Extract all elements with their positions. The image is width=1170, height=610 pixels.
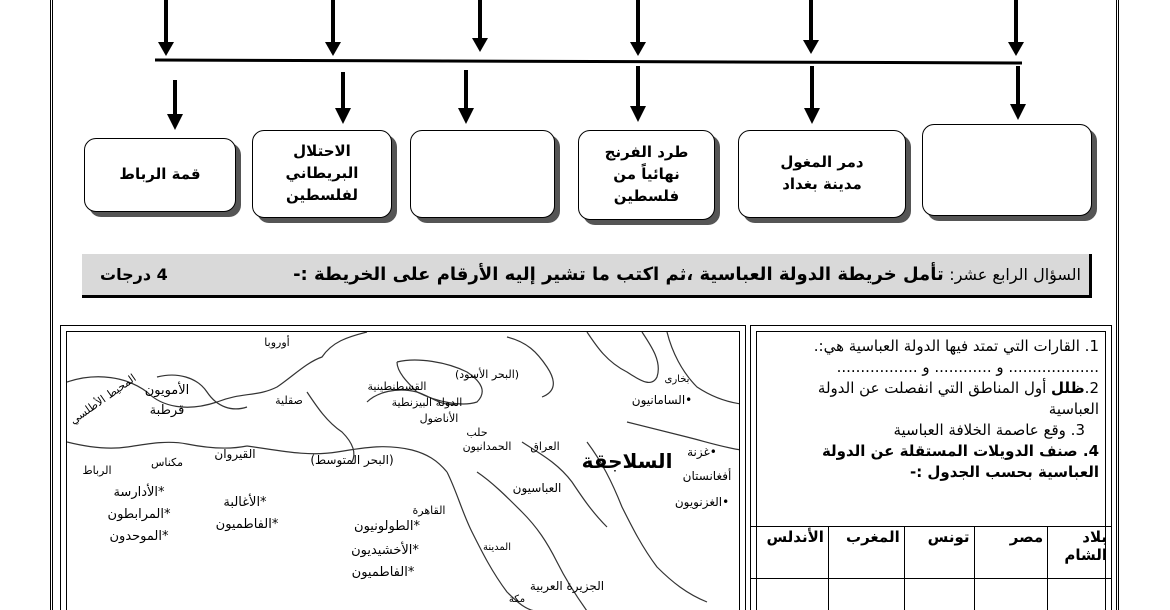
states-table-header <box>751 527 1112 579</box>
question-3: 3. وقع عاصمة الخلافة العباسية <box>893 421 1085 439</box>
timeline-box-5-line-1: دمر المغول <box>780 153 864 172</box>
map-label-rabat: الرباط <box>82 464 112 477</box>
abbasid-map <box>66 331 740 610</box>
question-14-marks: 4 درجات <box>100 265 168 284</box>
timeline-diagram <box>0 0 1170 140</box>
table-row <box>751 579 1112 610</box>
table-cell-tunisia[interactable] <box>904 579 974 610</box>
map-label-black-sea: (البحر الأسود) <box>454 368 520 381</box>
timeline-box-5-line-2: مدينة بغداد <box>782 175 862 193</box>
map-label-meknes: مكناس <box>150 456 184 469</box>
timeline-box-2-line-1: الاحتلال البريطاني <box>285 142 359 183</box>
question-14-label: السؤال الرابع عشر: <box>949 265 1081 284</box>
map-label-cairo: القاهرة <box>412 504 446 517</box>
map-label-ghazna: •غزنة <box>687 445 717 459</box>
table-cell-levant[interactable] <box>1048 579 1112 610</box>
map-label-almohads: *الموحدون <box>109 529 169 544</box>
map-label-atlantic: المحيط الأطلسي <box>67 371 139 427</box>
table-header-tunisia: تونس <box>904 527 974 579</box>
timeline-box-4-line-2: نهائياً من <box>613 165 680 184</box>
question-1: 1. القارات التي تمتد فيها الدولة العباسية هي:. <box>813 337 1099 355</box>
map-label-mecca: مكة <box>508 594 526 605</box>
map-label-afghanistan: أفغانستان <box>682 469 732 483</box>
question-14-instruction: تأمل خريطة الدولة العباسية ،ثم اكتب ما تشير إليه الأرقام على الخريطة :- <box>293 264 944 285</box>
map-label-seljuks: السلاجقة <box>581 449 673 473</box>
question-1-blanks[interactable]: ................... و ............ و ................. <box>836 358 1099 376</box>
states-table <box>750 526 1112 610</box>
table-cell-morocco[interactable] <box>828 579 904 610</box>
timeline-box-3-blank[interactable] <box>410 130 555 218</box>
map-label-tulunids: *الطولونيون <box>354 519 420 534</box>
table-cell-andalusia[interactable] <box>751 579 829 610</box>
question-2 <box>763 378 1099 420</box>
map-label-constantinople: القسطنطينية <box>367 380 427 393</box>
question-2-text: أول المناطق التي انفصلت عن الدولة العباسية <box>817 379 1099 418</box>
map-label-byzantine: الدولة البيزنطية <box>391 396 463 409</box>
timeline-box-2 <box>252 130 392 218</box>
timeline-box-2-line-2: لفلسطين <box>285 185 359 204</box>
timeline-box-4 <box>578 130 715 220</box>
question-2-prefix: 2. <box>1084 379 1099 397</box>
map-label-cordoba: قرطبة <box>149 403 185 418</box>
map-drawing <box>67 332 740 610</box>
timeline-arrows-bottom <box>167 66 1026 130</box>
map-label-abbasids: العباسيون <box>512 481 562 495</box>
map-label-aleppo: حلب <box>466 426 488 439</box>
table-header-morocco: المغرب <box>828 527 904 579</box>
map-label-mediterranean: (البحر المتوسط) <box>310 453 394 467</box>
timeline-box-4-line-3: فلسطين <box>613 186 680 205</box>
map-label-kairouan: القيروان <box>214 447 256 461</box>
map-label-bukhara: بخارى <box>664 374 690 385</box>
table-header-egypt: مصر <box>974 527 1048 579</box>
map-label-aghlabids: *الأغالبة <box>223 495 267 510</box>
table-header-levant: بلاد الشام <box>1048 527 1112 579</box>
map-label-fatimids-west: *الفاطميون <box>215 517 279 532</box>
map-label-arabia: الجزيرة العربية <box>529 579 605 593</box>
map-label-almoravids: *المرابطون <box>107 507 171 522</box>
table-cell-egypt[interactable] <box>974 579 1048 610</box>
timeline-arrows-top <box>158 0 1024 56</box>
map-label-medina: المدينة <box>482 542 512 553</box>
map-label-europe: أوروبا <box>264 336 290 349</box>
timeline-box-4-line-1: طرد الفرنج <box>604 143 689 162</box>
map-label-samanids: •السامانيون <box>631 393 693 407</box>
question-14-banner <box>82 254 1092 298</box>
question-2-verb: ظلل <box>1051 379 1085 397</box>
map-label-idrisids: *الأدارسة <box>113 485 165 500</box>
map-label-hamdanids: الحمدانيون <box>462 440 512 453</box>
question-14-title <box>293 264 1081 285</box>
map-label-ghaznavids: •الغزنويون <box>674 495 730 509</box>
table-header-andalusia: الأندلس <box>751 527 829 579</box>
timeline-box-5 <box>738 130 906 218</box>
timeline-box-1 <box>84 138 236 212</box>
timeline-box-1-line-1: قمة الرباط <box>119 165 201 184</box>
map-label-fatimids-east: *الفاطميون <box>351 565 415 580</box>
question-4: 4. صنف الدويلات المستقلة عن الدولة العباسية بحسب الجدول :- <box>821 442 1099 481</box>
timeline-box-6-blank[interactable] <box>922 124 1092 216</box>
map-label-ikhshidids: *الأخشيديون <box>351 543 419 558</box>
map-label-sicily: صقلية <box>275 394 303 407</box>
map-label-umayyads: الأمويون <box>144 383 190 398</box>
map-label-anatolia: الأناضول <box>419 412 459 425</box>
map-label-iraq: العراق <box>530 440 560 453</box>
timeline-axis <box>155 60 1022 63</box>
